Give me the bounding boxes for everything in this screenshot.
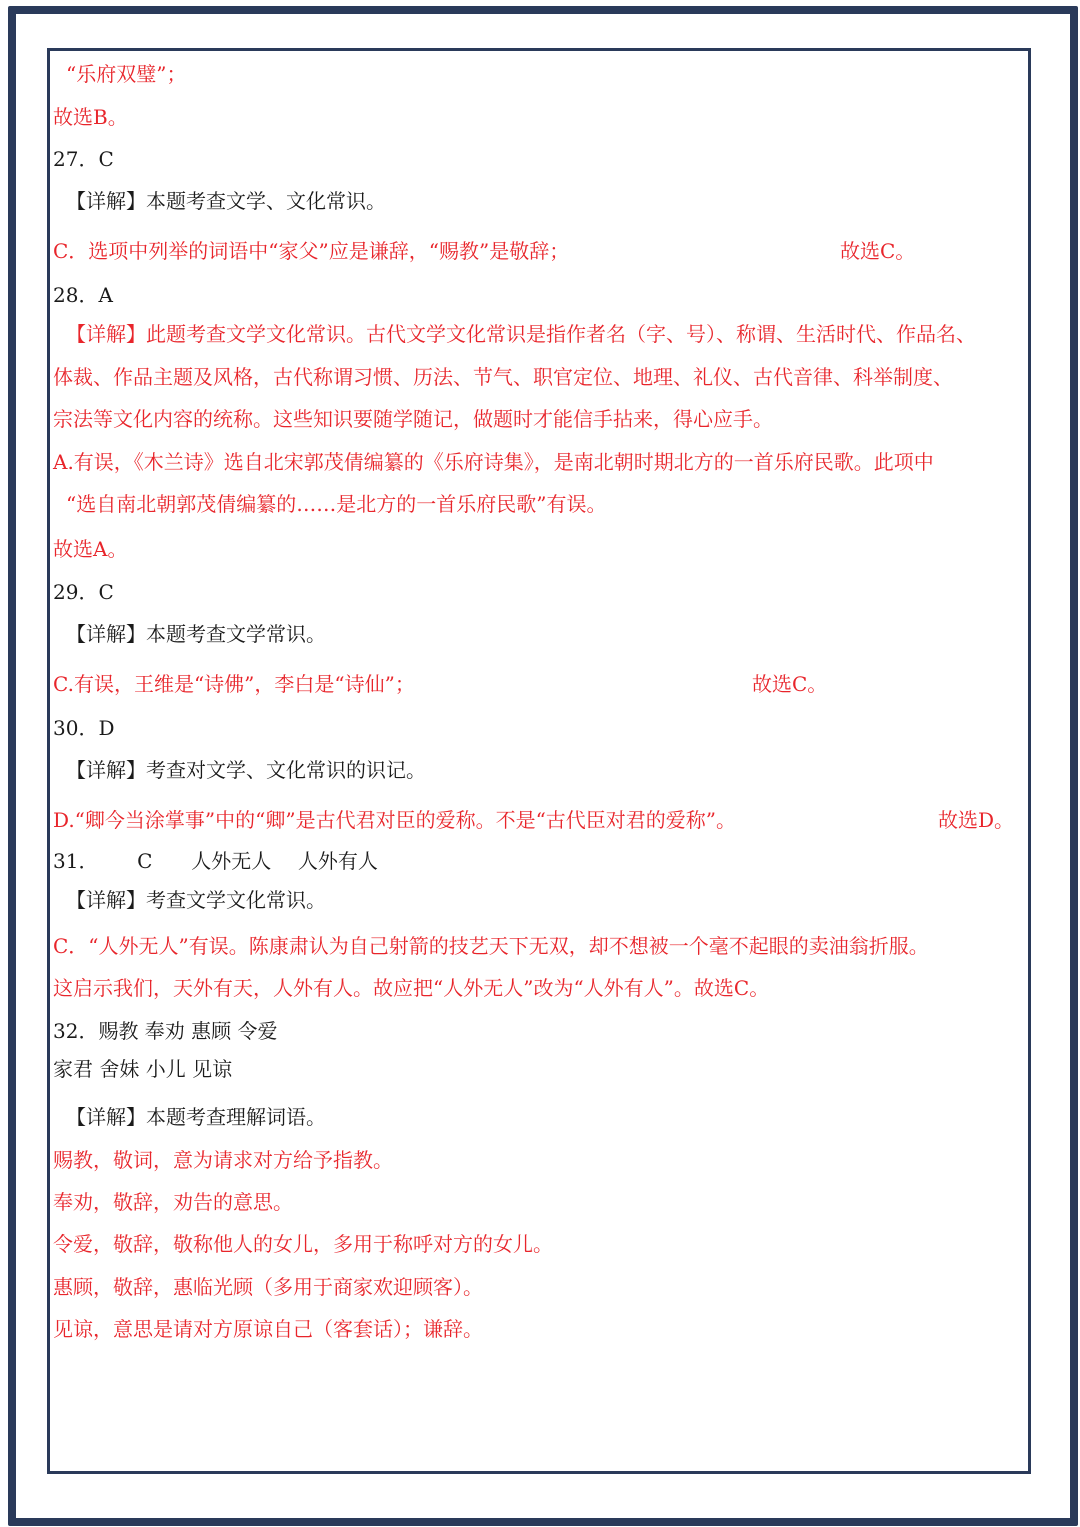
text-line: A.有误，《木兰诗》选自北宋郭茂倩编纂的《乐府诗集》，是南北朝时期北方的一首乐府民歌。此项中 [53,450,934,474]
explanation-heading: 【详解】考查文学文化常识。 [66,888,326,912]
text-line: 体裁、作品主题及风格，古代称谓习惯、历法、节气、职官定位、地理、礼仪、古代音律、科举制度、 [53,365,953,389]
explanation-heading: 【详解】本题考查理解词语。 [66,1105,326,1129]
answer-note: 故选C。 [840,239,916,263]
answer-note: 故选C。 [752,672,828,696]
text-line: 赐教，敬词，意为请求对方给予指教。 [53,1148,393,1172]
question-number: 31． [53,849,99,873]
answer-blank-2: 人外无人 [191,849,272,873]
text-line: 令爱，敬辞，敬称他人的女儿，多用于称呼对方的女儿。 [53,1232,553,1256]
explanation-heading: 【详解】考查对文学、文化常识的识记。 [66,758,426,782]
question-number-31 [53,848,378,874]
question-number-27: 27．C [53,147,114,171]
explanation-heading: 【详解】此题考查文学文化常识。古代文学文化常识是指作者名（字、号）、称谓、生活时代、作品名、 [66,322,976,346]
answer-blank-1: C [137,849,153,873]
text-line: 见谅，意思是请对方原谅自己（客套话）；谦辞。 [53,1317,483,1341]
text-line: 宗法等文化内容的统称。这些知识要随学随记，做题时才能信手拈来，得心应手。 [53,407,773,431]
answer-note: 故选D。 [938,808,1015,832]
question-number-29: 29．C [53,580,114,604]
answer-blank-3: 人外有人 [297,849,378,873]
text-line: 奉劝，敬辞，劝告的意思。 [53,1190,293,1214]
text-line: 故选B。 [53,105,128,129]
explanation-heading: 【详解】本题考查文学、文化常识。 [66,189,386,213]
text-line: “乐府双璧”； [66,62,187,86]
text-line: C．“人外无人”有误。陈康肃认为自己射箭的技艺天下无双，却不想被一个毫不起眼的卖油翁折服。 [53,934,929,958]
explanation-heading: 【详解】本题考查文学常识。 [66,622,326,646]
text-line: 惠顾，敬辞，惠临光顾（多用于商家欢迎顾客）。 [53,1275,483,1299]
question-number-28: 28．A [53,283,113,307]
text-line: 这启示我们，天外有天，人外有人。故应把“人外无人”改为“人外有人”。故选C。 [53,976,770,1000]
text-line: “选自南北朝郭茂倩编纂的……是北方的一首乐府民歌”有误。 [66,492,607,516]
text-line: 家君 舍妹 小儿 见谅 [53,1057,233,1081]
text-line: 故选A。 [53,537,128,561]
text-line: D.“卿今当涂掌事”中的“卿”是古代君对臣的爱称。不是“古代臣对君的爱称”。 [53,808,737,832]
question-number-32: 32．赐教 奉劝 惠顾 令爱 [53,1019,278,1043]
text-line: C.有误，王维是“诗佛”，李白是“诗仙”； [53,672,415,696]
question-number-30: 30．D [53,716,115,740]
text-line: C．选项中列举的词语中“家父”应是谦辞，“赐教”是敬辞； [53,239,570,263]
